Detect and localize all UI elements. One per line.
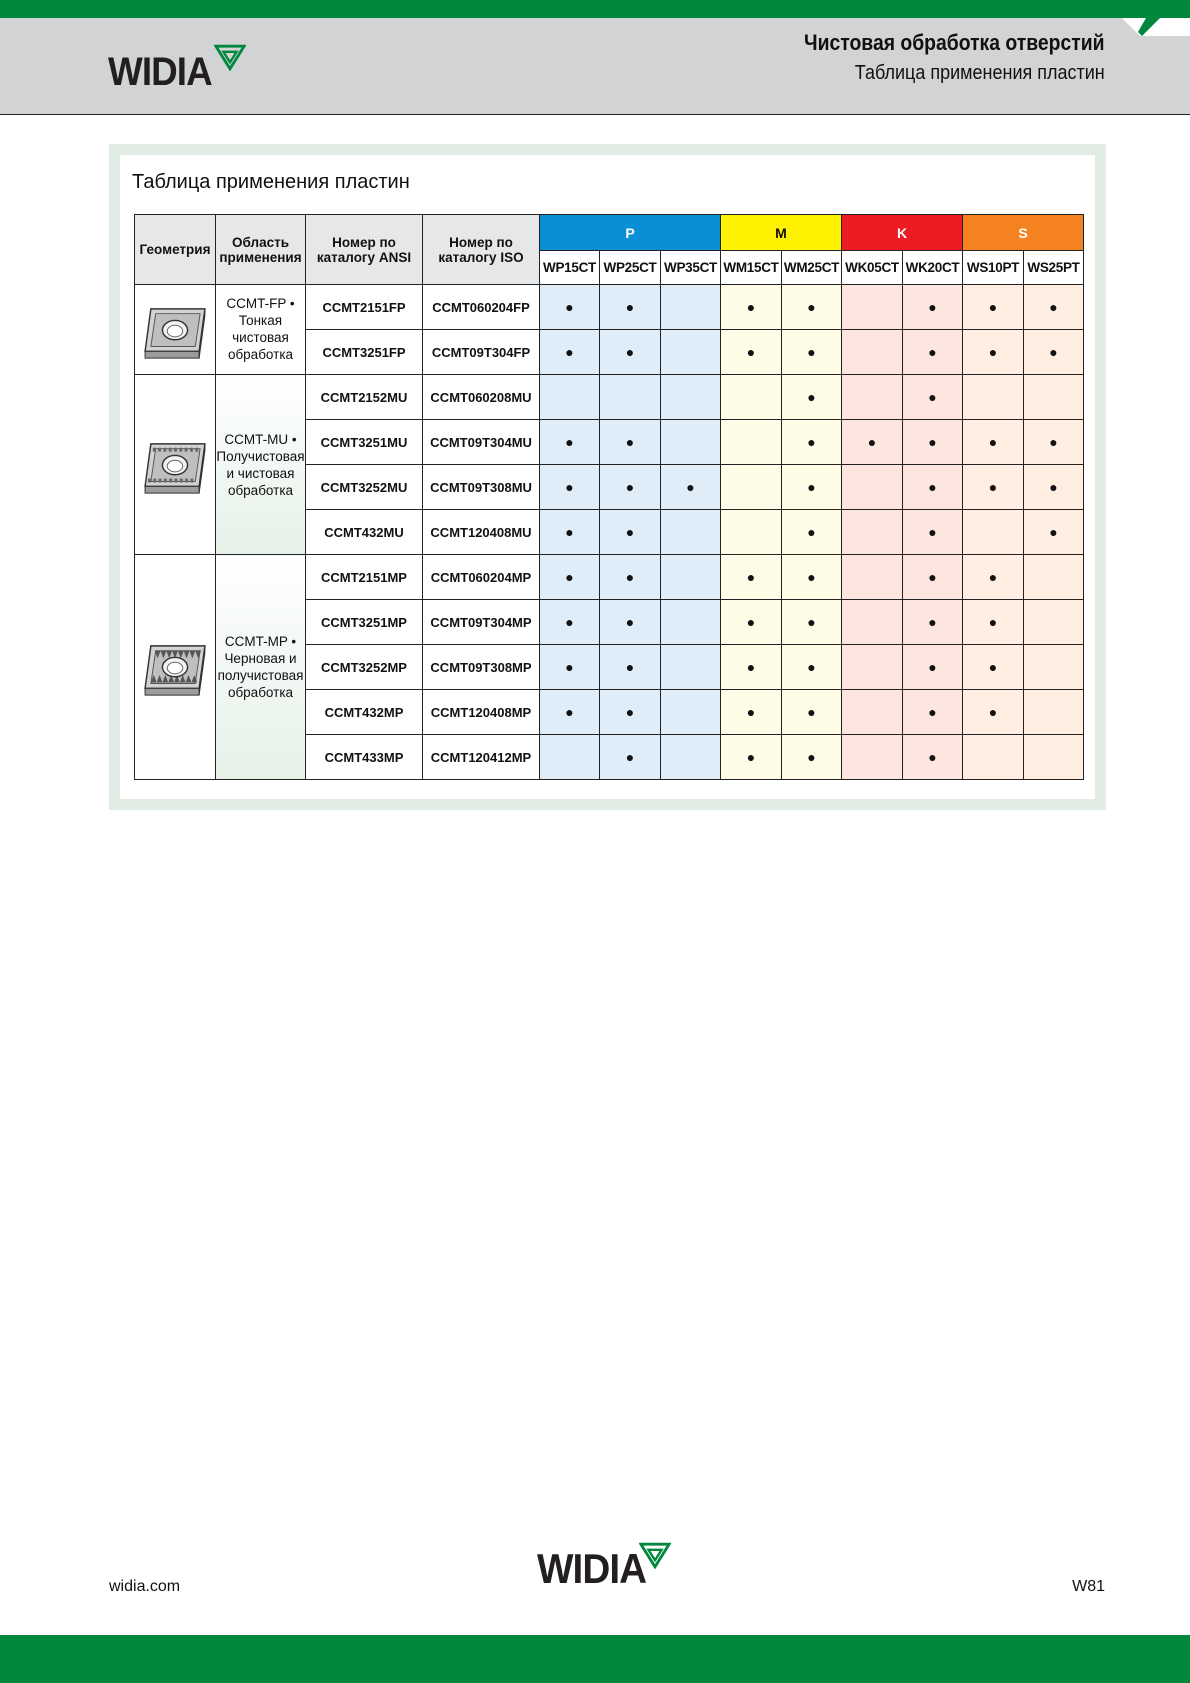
grade-header-wp25ct: WP25CT [600,251,661,285]
insert-application-table [134,214,1084,780]
grade-cell-ws10pt: ● [963,330,1024,375]
grade-cell-wk05ct [842,645,903,690]
grade-cell-wk20ct: ● [903,645,963,690]
grade-cell-ws10pt: ● [963,465,1024,510]
group-header-k: K [842,215,963,251]
grade-cell-wm25ct: ● [782,375,842,420]
grade-header-ws25pt: WS25PT [1024,251,1084,285]
ansi-code-cell: CCMT2151MP [306,555,423,600]
grade-cell-ws25pt [1024,690,1084,735]
grade-header-wp15ct: WP15CT [540,251,600,285]
grade-cell-wm25ct: ● [782,330,842,375]
grade-cell-wm15ct: ● [721,645,782,690]
grade-cell-wk20ct: ● [903,285,963,330]
header-ansi: Номер по каталогу ANSI [306,215,423,285]
grade-cell-wm15ct [721,420,782,465]
grade-cell-wp35ct [661,420,721,465]
grade-header-wk05ct: WK05CT [842,251,903,285]
grade-cell-wp15ct: ● [540,645,600,690]
grade-cell-wp35ct [661,735,721,780]
grade-cell-ws10pt: ● [963,600,1024,645]
grade-cell-wp25ct: ● [600,465,661,510]
iso-code-cell: CCMT120408MP [423,690,540,735]
grade-cell-wp15ct [540,375,600,420]
table-row [135,375,1084,420]
grade-cell-wk20ct: ● [903,690,963,735]
grade-cell-wp35ct [661,285,721,330]
grade-cell-wk20ct: ● [903,735,963,780]
grade-cell-wp15ct: ● [540,555,600,600]
grade-cell-wp15ct: ● [540,510,600,555]
grade-cell-ws25pt [1024,375,1084,420]
grade-cell-wk05ct [842,735,903,780]
grade-cell-ws25pt: ● [1024,330,1084,375]
grade-cell-wp15ct: ● [540,690,600,735]
grade-cell-wp35ct: ● [661,465,721,510]
grade-cell-ws25pt [1024,735,1084,780]
grade-cell-wk20ct: ● [903,330,963,375]
grade-cell-wk20ct: ● [903,420,963,465]
grade-cell-wp25ct: ● [600,330,661,375]
grade-cell-wp35ct [661,330,721,375]
ansi-code-cell: CCMT3252MP [306,645,423,690]
grade-header-wm15ct: WM15CT [721,251,782,285]
grade-cell-wm25ct: ● [782,285,842,330]
grade-cell-wp25ct: ● [600,285,661,330]
application-cell: CCMT-FP • Тонкая чистовая обработка [216,285,306,375]
iso-code-cell: CCMT09T304MP [423,600,540,645]
grade-cell-wm15ct: ● [721,285,782,330]
grade-cell-ws10pt [963,375,1024,420]
header-corner-notch-icon [1110,18,1190,58]
grade-cell-wp15ct: ● [540,420,600,465]
grade-cell-wk05ct [842,330,903,375]
grade-cell-ws25pt [1024,555,1084,600]
grade-header-wm25ct: WM25CT [782,251,842,285]
grade-header-wk20ct: WK20CT [903,251,963,285]
grade-cell-wm25ct: ● [782,420,842,465]
grade-cell-wm15ct: ● [721,555,782,600]
logo-wordmark: WIDIA [108,50,212,94]
grade-cell-wm15ct [721,375,782,420]
ansi-code-cell: CCMT3252MU [306,465,423,510]
grade-cell-wk20ct: ● [903,465,963,510]
page-subtitle: Таблица применения пластин [855,62,1105,84]
grade-cell-ws10pt: ● [963,645,1024,690]
grade-cell-wp35ct [661,690,721,735]
grade-cell-wp15ct: ● [540,600,600,645]
grade-cell-wm15ct: ● [721,600,782,645]
grade-cell-wp25ct: ● [600,645,661,690]
grade-cell-ws10pt [963,510,1024,555]
content-panel-inner [120,155,1095,799]
grade-cell-wp25ct: ● [600,555,661,600]
header-geometry: Геометрия [135,215,216,285]
grade-cell-wp15ct [540,735,600,780]
grade-cell-wk20ct: ● [903,375,963,420]
grade-cell-ws25pt [1024,600,1084,645]
grade-cell-wm25ct: ● [782,465,842,510]
page-number: W81 [1072,1578,1105,1595]
grade-cell-ws25pt: ● [1024,285,1084,330]
grade-cell-wp25ct: ● [600,735,661,780]
grade-cell-ws25pt: ● [1024,510,1084,555]
grade-cell-wk20ct: ● [903,600,963,645]
iso-code-cell: CCMT060204MP [423,555,540,600]
ansi-code-cell: CCMT2152MU [306,375,423,420]
ansi-code-cell: CCMT3251MP [306,600,423,645]
grade-cell-wp25ct [600,375,661,420]
grade-cell-wm25ct: ● [782,735,842,780]
application-cell: CCMT-MU • Получистовая и чистовая обработка [216,375,306,555]
grade-cell-wk05ct [842,555,903,600]
widia-logo-footer [537,1546,656,1592]
table-title: Таблица применения пластин [132,171,410,193]
logo-wordmark-footer: WIDIA [537,1545,647,1592]
application-cell: CCMT-MP • Черновая и получистовая обработка [216,555,306,780]
content-panel [109,144,1106,810]
grade-cell-ws10pt: ● [963,420,1024,465]
ansi-code-cell: CCMT432MP [306,690,423,735]
group-header-s: S [963,215,1084,251]
grade-cell-wm15ct: ● [721,330,782,375]
grade-cell-wm15ct [721,465,782,510]
grade-cell-ws10pt: ● [963,555,1024,600]
grade-cell-wp25ct: ● [600,510,661,555]
ansi-code-cell: CCMT433MP [306,735,423,780]
grade-cell-wm25ct: ● [782,690,842,735]
grade-cell-wk05ct [842,375,903,420]
table-row [135,285,1084,330]
iso-code-cell: CCMT120408MU [423,510,540,555]
grade-cell-ws25pt [1024,645,1084,690]
ccmt-fp-insert-icon [135,285,216,375]
header-iso: Номер по каталогу ISO [423,215,540,285]
grade-cell-wp25ct: ● [600,600,661,645]
ansi-code-cell: CCMT2151FP [306,285,423,330]
ansi-code-cell: CCMT3251FP [306,330,423,375]
group-header-p: P [540,215,721,251]
grade-cell-wk05ct: ● [842,420,903,465]
top-accent-bar [0,0,1190,18]
grade-cell-wp35ct [661,555,721,600]
grade-cell-ws10pt: ● [963,690,1024,735]
grade-cell-wp15ct: ● [540,285,600,330]
iso-code-cell: CCMT09T304FP [423,330,540,375]
grade-cell-wp35ct [661,645,721,690]
grade-cell-wm25ct: ● [782,645,842,690]
ccmt-mu-insert-icon [135,375,216,555]
iso-code-cell: CCMT120412MP [423,735,540,780]
grade-cell-wp15ct: ● [540,330,600,375]
grade-cell-wm25ct: ● [782,510,842,555]
table-row [135,555,1084,600]
grade-cell-wp35ct [661,600,721,645]
grade-cell-wp25ct: ● [600,690,661,735]
grade-cell-ws10pt: ● [963,285,1024,330]
grade-cell-wk20ct: ● [903,510,963,555]
website-link[interactable]: widia.com [109,1578,181,1595]
bottom-accent-bar [0,1635,1190,1683]
grade-cell-wk05ct [842,465,903,510]
grade-cell-wk05ct [842,285,903,330]
iso-code-cell: CCMT060204FP [423,285,540,330]
group-header-m: M [721,215,842,251]
iso-code-cell: CCMT09T308MP [423,645,540,690]
grade-cell-wm25ct: ● [782,555,842,600]
iso-code-cell: CCMT09T308MU [423,465,540,510]
grade-cell-wp35ct [661,375,721,420]
grade-cell-ws25pt: ● [1024,465,1084,510]
widia-triangle-icon [214,44,246,71]
ansi-code-cell: CCMT3251MU [306,420,423,465]
grade-cell-wp25ct: ● [600,420,661,465]
widia-logo-header [108,50,221,94]
grade-header-ws10pt: WS10PT [963,251,1024,285]
grade-cell-wm25ct: ● [782,600,842,645]
grade-cell-wm15ct [721,510,782,555]
ansi-code-cell: CCMT432MU [306,510,423,555]
grade-cell-wm15ct: ● [721,690,782,735]
grade-cell-wk05ct [842,690,903,735]
grade-header-wp35ct: WP35CT [661,251,721,285]
grade-cell-ws10pt [963,735,1024,780]
header-application: Область применения [216,215,306,285]
page-title: Чистовая обработка отверстий [804,30,1105,55]
grade-cell-wp35ct [661,510,721,555]
iso-code-cell: CCMT09T304MU [423,420,540,465]
iso-code-cell: CCMT060208MU [423,375,540,420]
grade-cell-wm15ct: ● [721,735,782,780]
grade-cell-ws25pt: ● [1024,420,1084,465]
ccmt-mp-insert-icon [135,555,216,780]
widia-triangle-icon-footer [639,1542,671,1569]
grade-cell-wk20ct: ● [903,555,963,600]
grade-cell-wp15ct: ● [540,465,600,510]
grade-cell-wk05ct [842,510,903,555]
grade-cell-wk05ct [842,600,903,645]
